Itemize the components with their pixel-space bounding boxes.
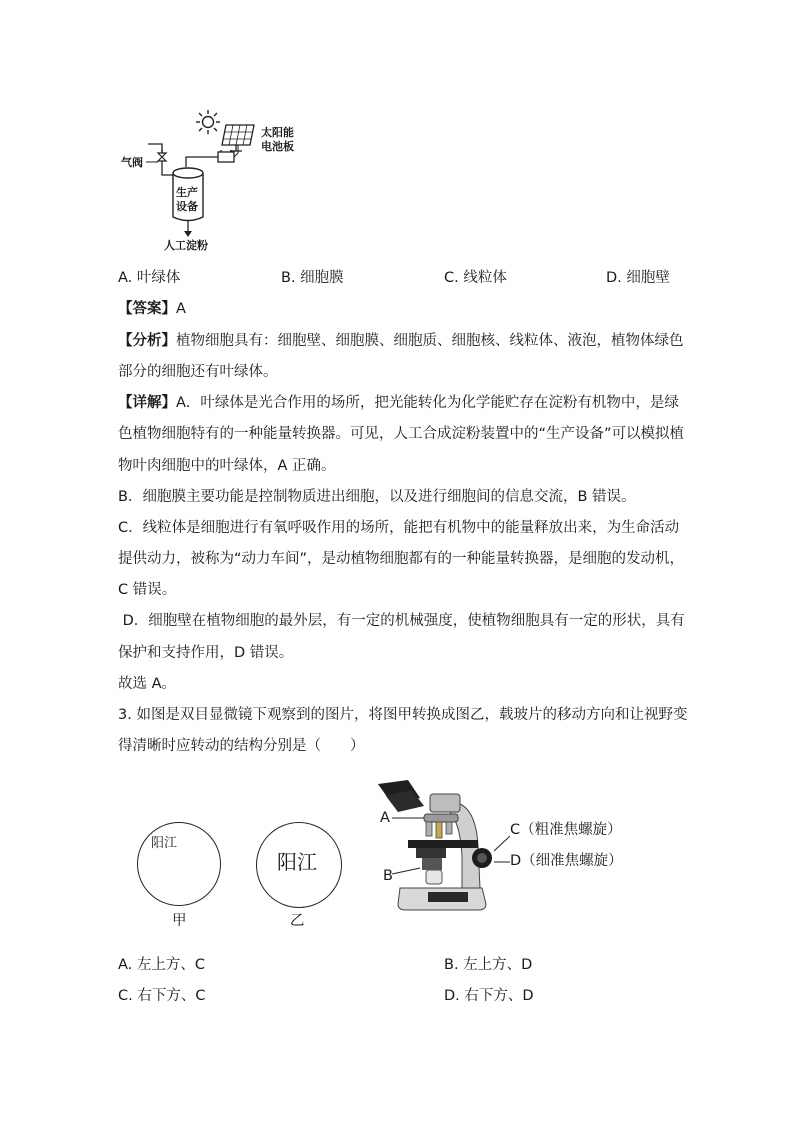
detail-d-line-1: D．细胞壁在植物细胞的最外层，有一定的机械强度，使植物细胞具有一定的形状，具有 <box>118 613 685 629</box>
microscope-figure <box>370 776 510 916</box>
q2-option-a[interactable] <box>118 268 180 288</box>
valve-icon <box>158 149 166 161</box>
q3-stem-line-2: 得清晰时应转动的结构分别是（ ） <box>118 738 365 754</box>
detail-c-line-3: C 错误。 <box>118 582 177 598</box>
sun-icon <box>196 110 220 134</box>
valve-label: 气阀 <box>121 156 143 169</box>
view-yi-text: 阳江 <box>277 850 317 874</box>
microscope-icon <box>370 776 510 916</box>
output-label: 人工淀粉 <box>164 239 208 252</box>
option-text: 叶绿体 <box>136 270 181 286</box>
answer-line <box>118 299 186 319</box>
detail-c-line-1: C．线粒体是细胞进行有氧呼吸作用的场所，能把有机物中的能量释放出来，为生命活动 <box>118 520 680 536</box>
answer-value: A <box>176 301 186 317</box>
microscope-label-c: C（粗准焦螺旋） <box>510 822 622 838</box>
detail-b-line: B．细胞膜主要功能是控制物质进出细胞，以及进行细胞间的信息交流，B 错误。 <box>118 489 636 505</box>
starch-device-figure <box>118 105 318 255</box>
conclusion-line: 故选 A。 <box>118 676 177 692</box>
panel-label: 电池板 <box>261 140 294 153</box>
q2-option-d[interactable] <box>606 268 670 288</box>
q3-option-a[interactable] <box>118 955 205 975</box>
q2-option-c[interactable] <box>444 268 507 288</box>
q3-option-d[interactable] <box>444 986 534 1006</box>
view-jia-caption: 甲 <box>172 913 187 929</box>
option-text: 左上方、D <box>463 957 533 973</box>
q3-option-c[interactable] <box>118 986 205 1006</box>
option-key: B. <box>444 957 459 973</box>
battery-icon <box>218 150 234 162</box>
option-key: C. <box>118 988 133 1004</box>
analysis-tag: 【分析】 <box>118 333 176 349</box>
microscope-label-b: B <box>383 868 393 884</box>
q3-option-b[interactable] <box>444 955 532 975</box>
detail-line-3: 物叶肉细胞中的叶绿体，A 正确。 <box>118 458 336 474</box>
q3-stem-line-1: 3. 如图是双目显微镜下观察到的图片，将图甲转换成图乙，载玻片的移动方向和让视野变 <box>118 707 688 723</box>
detail-line-2: 色植物细胞特有的一种能量转换器。可见，人工合成淀粉装置中的“生产设备”可以模拟植 <box>118 426 685 442</box>
option-key: D. <box>606 270 622 286</box>
option-text: 细胞壁 <box>626 270 670 286</box>
option-key: A. <box>118 270 133 286</box>
option-key: D. <box>444 988 460 1004</box>
option-text: 线粒体 <box>463 270 507 286</box>
q2-option-b[interactable] <box>281 268 344 288</box>
analysis-line-1 <box>118 331 684 351</box>
option-text: 右下方、D <box>464 988 534 1004</box>
option-text: 右下方、C <box>137 988 206 1004</box>
device-label-line2: 设备 <box>176 200 198 213</box>
option-text: 细胞膜 <box>300 270 344 286</box>
analysis-line-2: 部分的细胞还有叶绿体。 <box>118 364 278 380</box>
view-jia-text: 阳江 <box>151 836 178 851</box>
fine-focus-knob <box>477 853 487 863</box>
view-yi-caption: 乙 <box>290 913 305 929</box>
option-key: A. <box>118 957 133 973</box>
detail-d-line-2: 保护和支持作用，D 错误。 <box>118 645 294 661</box>
device-label-line1: 生产 <box>176 186 198 199</box>
view-jia-circle <box>137 822 221 906</box>
option-key: B. <box>281 270 296 286</box>
detail-line-1 <box>118 393 679 413</box>
answer-tag: 【答案】 <box>118 301 176 317</box>
option-text: 左上方、C <box>136 957 206 973</box>
detail-tag: 【详解】 <box>118 395 176 411</box>
microscope-label-a: A <box>380 810 390 826</box>
option-key: C. <box>444 270 459 286</box>
solar-label: 太阳能 <box>261 126 294 139</box>
analysis-text: 植物细胞具有：细胞壁、细胞膜、细胞质、细胞核、线粒体、液泡，植物体绿色 <box>176 333 684 349</box>
microscope-label-d: D（细准焦螺旋） <box>510 853 623 869</box>
detail-text: A．叶绿体是光合作用的场所，把光能转化为化学能贮存在淀粉有机物中，是绿 <box>176 395 679 411</box>
detail-c-line-2: 提供动力，被称为“动力车间”，是动植物细胞都有的一种能量转换器，是细胞的发动机， <box>118 551 685 567</box>
